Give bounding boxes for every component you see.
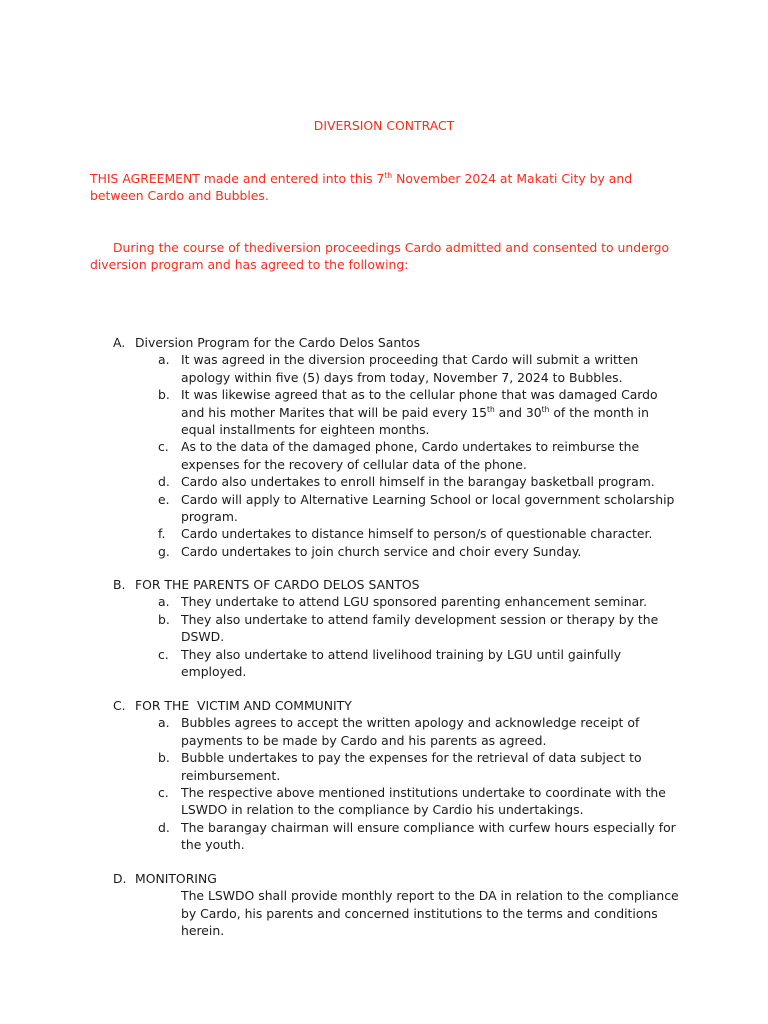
item-letter: a. <box>158 352 170 368</box>
section-title: MONITORING <box>135 871 217 886</box>
item-text: They undertake to attend LGU sponsored parenting enhancement seminar. <box>181 594 648 610</box>
item-text: They also undertake to attend family development session or therapy by the DSWD. <box>181 611 659 645</box>
item-text: As to the data of the damaged phone, Cardo undertakes to reimburse the expenses for the recovery of cellular data of the phone. <box>181 439 640 472</box>
list-item <box>158 491 703 526</box>
section-letter: A. <box>113 335 126 350</box>
list-item <box>158 611 703 646</box>
item-text: The barangay chairman will ensure compliance with curfew hours especially for the youth. <box>181 819 676 853</box>
intro-text-1: THIS AGREEMENT made and entered into this 7 <box>90 171 385 186</box>
item-letter: c. <box>158 439 169 455</box>
item-letter: e. <box>158 491 170 507</box>
item-letter: d. <box>158 474 170 490</box>
section-c-items <box>113 714 703 853</box>
list-item <box>158 351 703 386</box>
item-text: Cardo undertakes to join church service and choir every Sunday. <box>181 543 582 559</box>
section-b-heading <box>113 576 703 593</box>
list-item <box>158 386 703 438</box>
section-a-heading <box>113 334 703 351</box>
item-letter: a. <box>158 715 170 731</box>
section-letter: D. <box>113 871 127 886</box>
section-a-items <box>113 351 703 560</box>
document-title: DIVERSION CONTRACT <box>313 118 455 133</box>
list-item <box>158 784 703 819</box>
monitoring-text: The LSWDO shall provide monthly report to the DA in relation to the compliance by Cardo, his parents and concerned institutions to the terms and conditions herein. <box>181 888 679 939</box>
list-item <box>158 819 703 854</box>
item-text-part: of the month in equal installments for eighteen months. <box>181 404 649 438</box>
list-item <box>158 543 703 560</box>
item-letter: b. <box>158 387 170 403</box>
item-text: The respective above mentioned institutions undertake to coordinate with the LSWDO in relation to the compliance by Cardio his undertakings. <box>181 785 666 818</box>
section-title: FOR THE PARENTS OF CARDO DELOS SANTOS <box>135 577 420 592</box>
section-c <box>113 697 703 854</box>
agreement-intro <box>90 170 650 205</box>
intro-text-2: November 2024 at Makati City by and between Cardo and Bubbles. <box>90 171 633 204</box>
section-b-items <box>113 593 703 680</box>
intro-sup: th <box>384 170 393 180</box>
item-text: It was agreed in the diversion proceeding that Cardo will submit a written apology within five (5) days from today, November 7, 2024 to Bubbles. <box>181 352 639 385</box>
item-letter: c. <box>158 785 169 801</box>
item-text: Cardo will apply to Alternative Learning School or local government scholarship program. <box>181 491 675 525</box>
list-item <box>158 593 703 610</box>
item-letter: g. <box>158 543 170 559</box>
item-letter: c. <box>158 646 169 662</box>
item-letter: f. <box>158 526 166 542</box>
item-letter: d. <box>158 819 170 835</box>
proceedings-paragraph: During the course of thediversion proceedings Cardo admitted and consented to undergo diversion program and has agreed to the following: <box>90 240 670 273</box>
list-item <box>158 749 703 784</box>
section-a <box>113 334 703 560</box>
section-d-heading <box>113 870 703 887</box>
section-letter: C. <box>113 698 126 713</box>
item-text: Bubbles agrees to accept the written apology and acknowledge receipt of payments to be made by Cardo and his parents as agreed. <box>181 715 640 748</box>
list-item <box>158 438 703 473</box>
item-text <box>181 386 681 438</box>
item-letter: b. <box>158 611 170 627</box>
list-item <box>158 473 703 490</box>
section-b <box>113 576 703 680</box>
item-sup: th <box>487 404 495 414</box>
section-letter: B. <box>113 577 126 592</box>
item-text: Cardo also undertakes to enroll himself in the barangay basketball program. <box>181 474 655 490</box>
item-text: Bubble undertakes to pay the expenses for the retrieval of data subject to reimbursement. <box>181 750 642 783</box>
item-letter: b. <box>158 750 170 766</box>
section-d <box>113 870 703 940</box>
list-item <box>158 525 703 542</box>
list-item <box>158 646 703 681</box>
item-letter: a. <box>158 594 170 610</box>
item-text: They also undertake to attend livelihood training by LGU until gainfully employed. <box>181 646 622 680</box>
item-text: Cardo undertakes to distance himself to person/s of questionable character. <box>181 526 653 542</box>
item-text-part: and 30 <box>494 404 542 420</box>
list-item <box>158 714 703 749</box>
section-c-heading <box>113 697 703 714</box>
section-title: Diversion Program for the Cardo Delos Santos <box>135 335 421 350</box>
section-title: FOR THE VICTIM AND COMMUNITY <box>135 698 352 713</box>
item-sup: th <box>541 404 550 414</box>
item-text-part: It was likewise agreed that as to the cellular phone that was damaged Cardo and his mother Marites that will be paid every 15 <box>181 387 658 420</box>
